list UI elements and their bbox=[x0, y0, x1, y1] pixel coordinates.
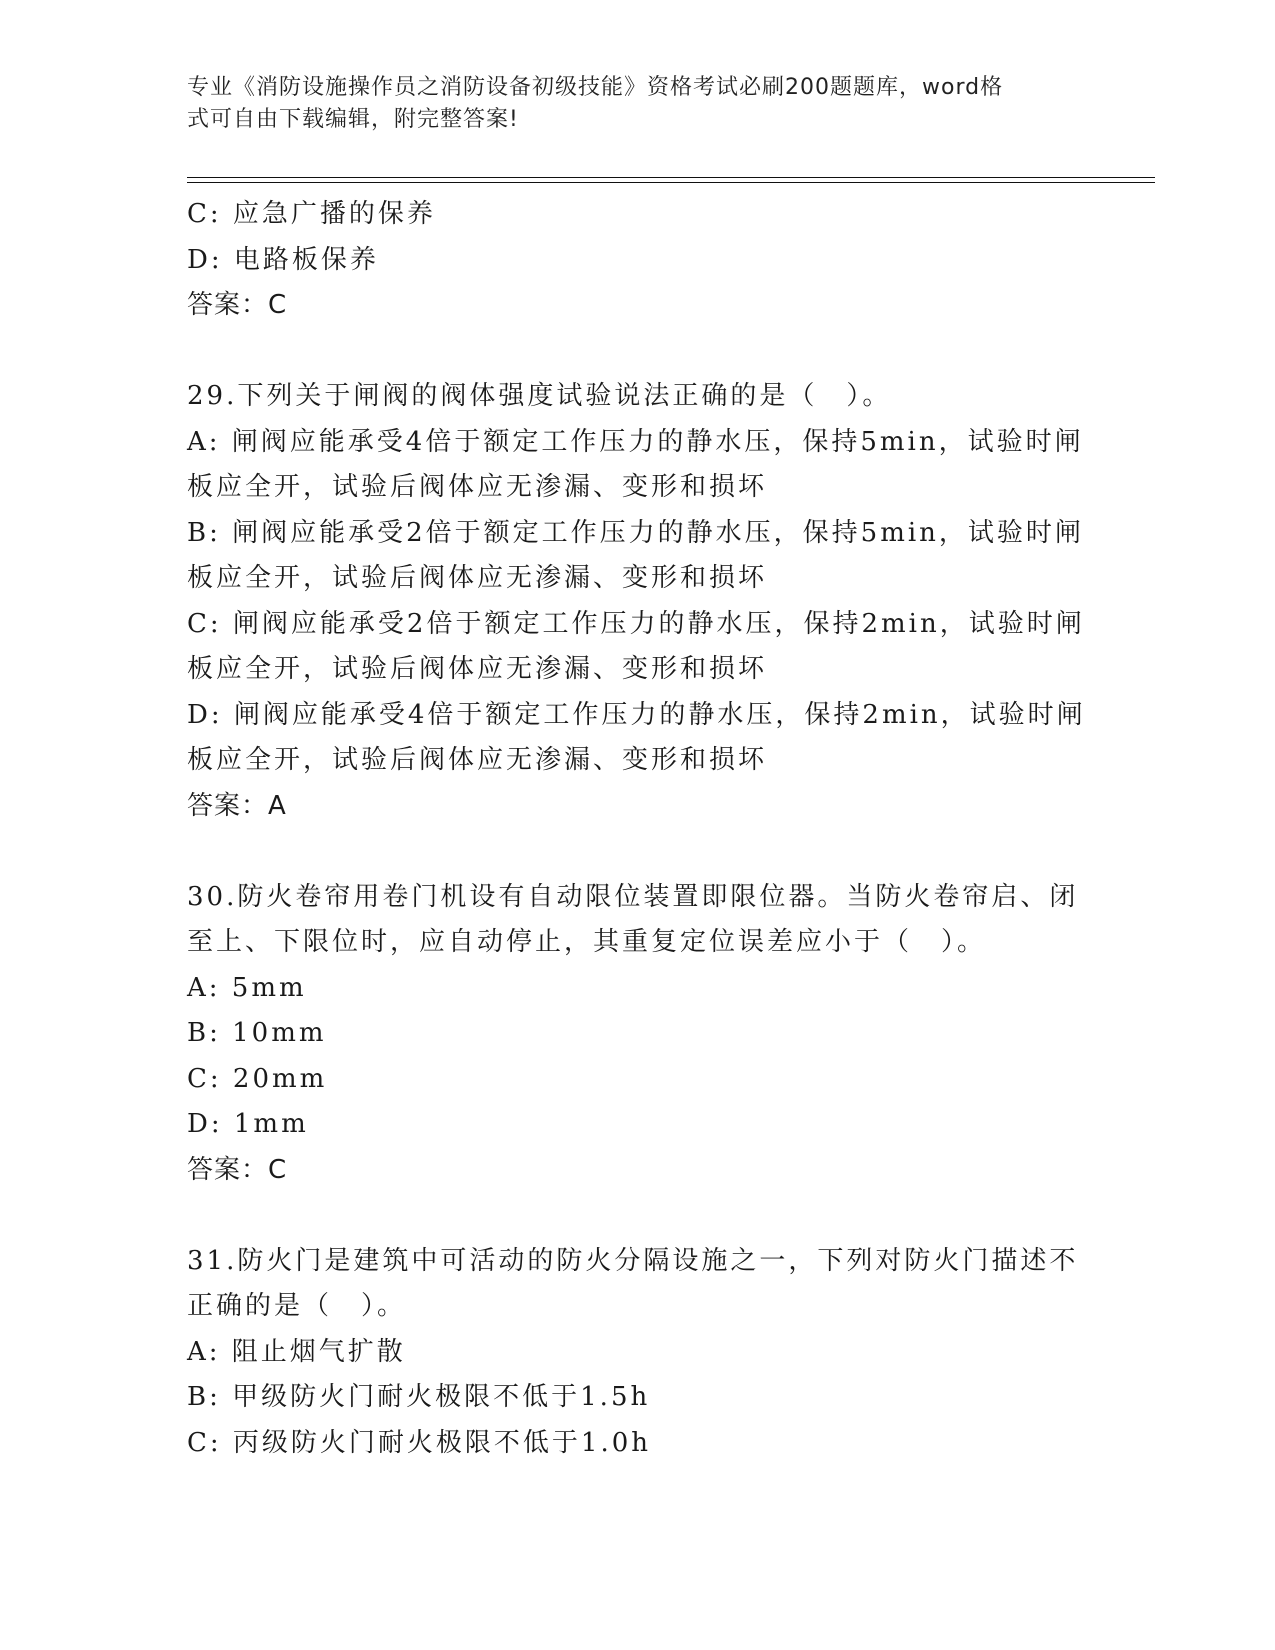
option-c: C: 应急广播的保养 bbox=[187, 199, 436, 229]
spacer bbox=[187, 1193, 1087, 1239]
question-30 bbox=[187, 875, 1087, 1194]
question-31 bbox=[187, 1239, 1087, 1467]
header-divider-top bbox=[187, 177, 1155, 178]
option-a: A: 5mm bbox=[187, 972, 307, 1003]
option-c: C: 丙级防火门耐火极限不低于1.0h bbox=[187, 1427, 652, 1458]
option-d: D: 电路板保养 bbox=[187, 244, 379, 275]
option-d-line-1: D: 闸阀应能承受4倍于额定工作压力的静水压，保持2min，试验时闸 bbox=[187, 699, 1086, 730]
answer-line: 答案：C bbox=[187, 1154, 288, 1185]
question-stem: 29.下列关于闸阀的阀体强度试验说法正确的是（ ）。 bbox=[187, 381, 892, 411]
option-c: C: 20mm bbox=[187, 1063, 328, 1094]
spacer bbox=[187, 329, 1087, 375]
question-28-tail bbox=[187, 192, 1087, 329]
question-stem-line-1: 31.防火门是建筑中可活动的防火分隔设施之一，下列对防火门描述不 bbox=[187, 1245, 1079, 1276]
option-c-line-1: C: 闸阀应能承受2倍于额定工作压力的静水压，保持2min，试验时闸 bbox=[187, 608, 1085, 639]
option-a: A: 阻止烟气扩散 bbox=[187, 1336, 406, 1367]
question-stem-line-2: 至上、下限位时，应自动停止，其重复定位误差应小于（ ）。 bbox=[187, 927, 987, 957]
option-c-line-2: 板应全开，试验后阀体应无渗漏、变形和损坏 bbox=[187, 654, 768, 684]
question-stem-line-2: 正确的是（ ）。 bbox=[187, 1291, 407, 1321]
option-a-line-2: 板应全开，试验后阀体应无渗漏、变形和损坏 bbox=[187, 472, 768, 502]
option-a-line-1: A: 闸阀应能承受4倍于额定工作压力的静水压，保持5min，试验时闸 bbox=[187, 426, 1084, 457]
spacer bbox=[187, 829, 1087, 875]
answer-line: 答案：A bbox=[187, 790, 287, 821]
question-stem-line-1: 30.防火卷帘用卷门机设有自动限位装置即限位器。当防火卷帘启、闭 bbox=[187, 881, 1079, 912]
option-b: B: 甲级防火门耐火极限不低于1.5h bbox=[187, 1382, 651, 1412]
header-line-1: 专业《消防设施操作员之消防设备初级技能》资格考试必刷200题题库，word格 bbox=[187, 75, 1004, 100]
answer-line: 答案：C bbox=[187, 290, 288, 320]
page-header bbox=[187, 72, 1067, 136]
option-b: B: 10mm bbox=[187, 1018, 327, 1048]
document-body bbox=[187, 192, 1087, 1466]
option-d-line-2: 板应全开，试验后阀体应无渗漏、变形和损坏 bbox=[187, 745, 768, 775]
header-line-2: 式可自由下载编辑，附完整答案! bbox=[187, 107, 519, 132]
option-b-line-2: 板应全开，试验后阀体应无渗漏、变形和损坏 bbox=[187, 563, 768, 593]
option-d: D: 1mm bbox=[187, 1109, 309, 1139]
question-29 bbox=[187, 374, 1087, 829]
header-divider-bottom bbox=[187, 182, 1155, 183]
option-b-line-1: B: 闸阀应能承受2倍于额定工作压力的静水压，保持5min，试验时闸 bbox=[187, 517, 1084, 548]
